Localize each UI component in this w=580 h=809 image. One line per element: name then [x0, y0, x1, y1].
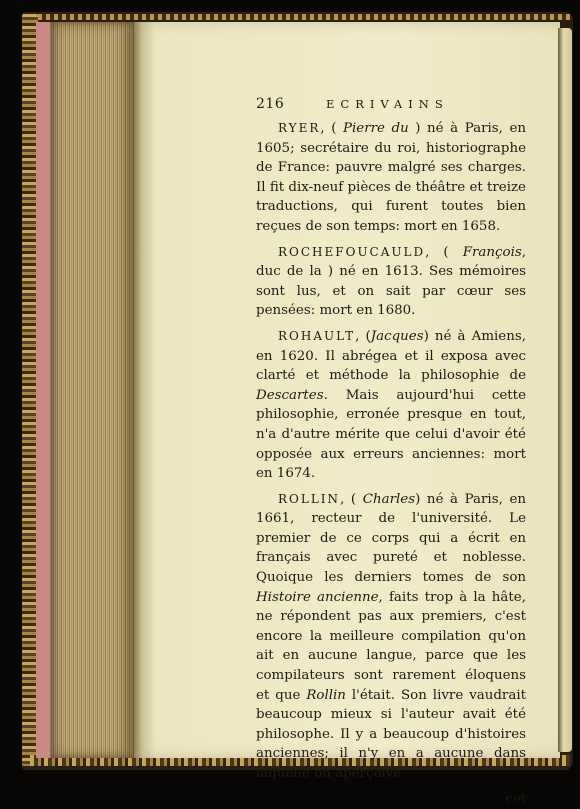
entry-rochefoucauld: [256, 243, 526, 321]
entry-italic-reference: Histoire ancienne: [256, 589, 379, 605]
entry-punct: , (: [355, 328, 371, 344]
entry-text: ) né à Paris, en 1605; secrétaire du roi, historiographe de France: pauvre malgré ses charges. Il fit dix-neuf pièces de théâtre et treize traductions, qui furent toutes bien reçues de son temps: mort en 1658.: [256, 121, 526, 234]
entry-name: ROLLIN: [278, 491, 341, 506]
entry-first-name: Pierre du: [343, 121, 409, 136]
entry-text-continued: , faits trop à la hâte, ne répondent pas aux premiers, c'est encore la meilleure compilation qu'on ait en aucune langue, parce que les compilateurs sont rarement éloquens et que: [256, 589, 526, 703]
entry-name: ROCHEFOUCAULD: [278, 244, 426, 259]
entry-ryer: [256, 119, 526, 237]
entry-punct: , (: [340, 491, 363, 507]
entry-italic-reference: Descartes: [256, 387, 324, 403]
entry-text: ) né à Paris, en 1661, recteur de l'université. Le premier de ce corps qui a écrit en français avec pureté et noblesse. Quoique les derniers tomes de son: [256, 491, 526, 586]
entry-name: ROHAULT: [278, 328, 356, 343]
entry-italic-reference-2: Rollin: [306, 687, 346, 703]
entry-text: , duc de la ) né en 1613. Ses mémoires sont lus, et on sait par cœur ses pensées: mort en 1680.: [256, 244, 526, 319]
next-page-edge: [558, 28, 572, 752]
entry-first-name: Jacques: [370, 328, 424, 344]
entry-punct: , (: [425, 244, 463, 260]
catchword: cet: [505, 791, 526, 807]
entry-text: ) né à Amiens, en 1620. Il abrégea et il exposa avec clarté et méthode la philosophie de: [256, 328, 526, 384]
entry-text-continued: . Mais aujourd'hui cette philosophie, erronée presque en tout, n'a d'autre mérite que celui d'avoir été opposée aux erreurs anciennes: mort en 1674.: [256, 387, 526, 482]
page-text-block: [256, 95, 526, 809]
page-number: 216: [256, 96, 285, 112]
entry-name: RYER: [278, 121, 321, 135]
page-header: [256, 95, 526, 117]
page-edges-stack: [50, 22, 136, 758]
entry-rohault: [256, 327, 526, 484]
entry-punct: , (: [320, 121, 343, 136]
entry-text-continued-2: l'était. Son livre vaudrait beaucoup mieux si l'auteur avait été philosophe. Il y a beaucoup d'histoires anciennes; il n'y en a aucune dans laquelle on aperçoive: [256, 687, 526, 781]
gutter-shadow: [134, 22, 142, 758]
entry-rollin: [256, 490, 526, 784]
entry-first-name: François: [462, 244, 522, 260]
gilt-tooled-border-top: [30, 14, 570, 20]
entry-first-name: Charles: [362, 491, 416, 507]
running-head: ECRIVAINS: [326, 97, 449, 111]
